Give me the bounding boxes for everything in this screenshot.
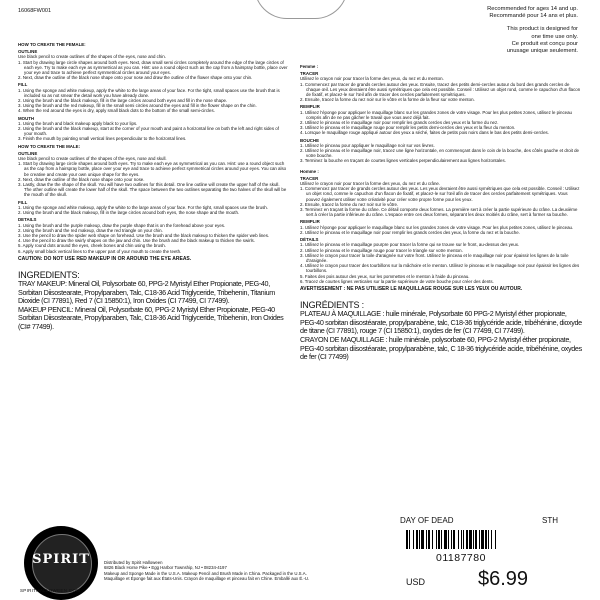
dist-line: Maquillage et Éponge fait aux États-Unis. Crayon de maquillage et pinceau fait en Chine. Emballé aux É.-U.	[104, 576, 310, 582]
step: 3. Finish the mouth by painting small vertical lines perpendicular to the horizontal lines.	[18, 136, 187, 142]
step: 2. Ensuite, tracez la forme du nez noir sur le vôtre et la forme de la fleur sur votre menton.	[300, 97, 475, 103]
fill-heading: FILL	[18, 82, 28, 88]
step: 1. Commencez par tracer de grands cercles autour des yeux. Ensuite, tracez des petits demi-cercles autour du bord des grands cercles de chaque œil. Les yeux devraient être aussi symétriques que cela est possible. Conseil : Utilisez un objet rond, comme le capuchon d'un flacon de fixatif, et placez-le sur l'œil afin de tracer des cercles parfaitement symétriques.	[300, 81, 581, 98]
ingredients-heading: INGREDIENTS:	[18, 269, 80, 280]
barcode-bar	[421, 530, 424, 549]
step: 1. Utilisez l'éponge pour appliquer le maquillage blanc sur les grandes zones de votre visage. Pour les plus petites zones, utilisez le pinceau compris afin de ne pas gâcher le travail que vous avez déjà fait.	[300, 109, 572, 120]
tracer-heading: TRACER	[300, 71, 319, 77]
barcode-bar	[432, 530, 433, 549]
barcode-bar	[438, 530, 440, 549]
use-line: This product is designed for	[506, 26, 578, 33]
step: 1. Utilisez le pinceau pour appliquer le maquillage noir sur vos lèvres.	[300, 142, 435, 148]
barcode-bar	[491, 530, 492, 549]
barcode-bar	[473, 530, 474, 549]
ingredients-pencil: MAKEUP PENCIL: Mineral Oil, Polysorbate 60, PPG-2 Myristyl Ether Propionate, PEG-40 Sorbitan Diisostearate, Propylparaben, Talc, C18-36 Acid Triglyceride, Tribehenin, Iron Oxides (CI# 77499).	[18, 304, 284, 331]
homme-title: Homme :	[300, 168, 319, 174]
step: 1. Using the brush and black makeup apply black to your lips.	[18, 120, 138, 126]
step: 4. Utilisez le crayon pour tracer des tourbillons sur la mâchoire et le menton. Utilisez le pinceau et le maquillage noir pour épaissir les lignes des tourbillons.	[300, 263, 580, 274]
barcode-bar	[448, 530, 449, 549]
step: 1. Start by drawing large circle shapes around both eyes. Next, draw small semi circles completely around the edge of the large circles of each eye. Try to make each eye as symmetrical as you can. Hint: use a round object such as the cap from a hairspray bottle, place over your eye and trace to achieve perfect symmetrical circles around your eyes.	[18, 59, 288, 76]
price: $6.99	[478, 568, 529, 590]
barcode-bar	[451, 530, 452, 549]
barcode-bar	[428, 530, 430, 549]
step: 3. Using the brush and the red makeup, fill in the small semi circles around the eyes and fill in the flower shape on the chin.	[18, 103, 257, 109]
dist-line: Distributed by Spirit Halloween	[104, 560, 163, 565]
step: 3. Terminez la bouche en traçant de courtes lignes verticales perpendiculairement aux lignes horizontales.	[300, 158, 506, 164]
age-recommendation	[418, 6, 578, 55]
product-name: DAY OF DEAD	[400, 516, 454, 525]
step: 3. Use the pencil to draw the spider web shape on forehead. Use the brush and the black makeup to thicken the spider web lines.	[18, 232, 270, 238]
barcode	[406, 530, 534, 549]
french-instructions	[300, 62, 582, 362]
hang-hole	[254, 0, 348, 19]
barcode-bar	[488, 530, 489, 549]
product-code: 16068FW001	[18, 8, 52, 14]
ingredients-crayon: CRAYON DE MAQUILLAGE : huile minérale, polysorbate 60, PPG-2 Myristyl éther propionate, PEG-40 sorbitan diisostéarate, propylparabène, talc, C 18-36 triglycéride acide, tribéhénine, oxydes de fer (CI 77499)	[300, 334, 582, 362]
step: 2. Using the brush and the black makeup, fill in the large circles around both eyes and fill in the nose shape.	[18, 98, 228, 104]
barcode-bar	[409, 530, 410, 549]
tracer-heading: TRACER	[300, 175, 319, 181]
barcode-bar	[444, 530, 447, 549]
price-label	[398, 516, 586, 600]
outline-heading: OUTLINE	[18, 150, 38, 156]
step: 1. Using the sponge and white makeup, apply the white to the large areas of your face. For the tight, small spaces use the brush that is included so as not smear the detail work you have already done.	[18, 87, 280, 98]
logo-url: SPIRITHALLOWEEN.COM	[20, 588, 81, 593]
step: 5. Apply round dots around the eyes, cheek bones and chin using the brush.	[18, 243, 166, 249]
female-title: HOW TO CREATE THE FEMALE:	[18, 42, 86, 47]
mouth-heading: MOUTH	[18, 115, 35, 121]
step: 1. Utilisez l'éponge pour appliquer le maquillage blanc sur les grandes zones de votre visage. Pour les plus petites zones, utilisez le pinceau.	[300, 224, 574, 230]
details-heading: DÉTAILS	[300, 237, 319, 243]
step: 2. Next, draw the outline of the black nose shape onto your nose and draw the outline of the flower shape onto your chin.	[18, 75, 253, 81]
remplir-heading: REMPLIR	[300, 219, 320, 225]
step: 1. Utilisez le pinceau et le maquillage pourpre pour tracer la forme qui se trouve sur le front, au-dessus des yeux.	[300, 242, 520, 248]
barcode-bar	[461, 530, 462, 549]
dist-line: 6826 Black Horse Pike • Egg Harbor Township, NJ • 08234-4197	[104, 565, 227, 571]
tracer-intro: Utilisez le crayon noir pour tracer la forme des yeux, du nez et du menton.	[300, 76, 444, 82]
use-line: Ce produit est conçu pour	[511, 40, 578, 47]
ingredients-tray: TRAY MAKEUP: Mineral Oil, Polysorbate 60, PPG-2 Myristyl Ether Propionate, PEG-40, Sorbitan Diisostearate, Propylparaben, Talc, C18-36 Acid Triglyceride, Tribehenin, Titanium Dioxide (CI 77891), Red 7 (CI 15850:1), Iron Oxides (CI 77499, CI 77499).	[18, 278, 275, 306]
dist-line: Makeup and Sponge Made in the U.S.A. Makeup Pencil and Brush Made in China. Packaged in the U.S.A.	[104, 570, 307, 576]
outline-heading: OUTLINE	[18, 49, 38, 55]
step: 3. Lastly, draw the the shape of the skull. You will have two outlines for this detail. One line outline will create the upper half of the skull. The other outline will create the lower half of the skull. The space between the two outlines separating the two halves of the skull will be the mouth of the skull.	[18, 182, 287, 198]
femme-title: Femme :	[300, 64, 319, 69]
step: 2. Utilisez le pinceau et le maquillage noir pour remplir les grands cercles des yeux et la forme du nez.	[300, 120, 499, 126]
step: 4. When the red around the eyes is dry, apply small black dots to the bottom of the small semi-circles.	[18, 108, 215, 114]
step: 2. Utilisez le pinceau et le maquillage noir pour remplir les grands cercles des yeux, la forme du nez et la bouche.	[300, 229, 520, 235]
barcode-bar	[441, 530, 442, 549]
avertissement-warning: AVERTISSEMENT : NE PAS UTILISER LE MAQUILLAGE ROUGE SUR LES YEUX OU AUTOUR.	[300, 285, 523, 292]
male-title: HOW TO CREATE THE MALE:	[18, 143, 81, 149]
step: 6. Tracez de courtes lignes verticales sur la partie supérieure de votre bouche pour créer des dents.	[300, 278, 494, 284]
barcode-bar	[466, 530, 468, 549]
barcode-bar	[479, 530, 480, 549]
step: 4. Use the pencil to draw the swirly shapes on the jaw and chin. Use the brush and the black makeup to thicken the swirls.	[18, 238, 255, 244]
rec-line: Recommandé pour 14 ans et plus.	[489, 13, 578, 20]
barcode-bar	[458, 530, 459, 549]
details-heading: DETAILS	[18, 217, 37, 223]
step: 2. Utilisez le pinceau et le maquillage rouge pour tracer le triangle sur votre menton.	[300, 247, 463, 253]
store-code: STH	[542, 516, 558, 525]
step: 3. Terminez en traçant la forme du crâne. Ce détail comporte deux formes. La première sert à créer la partie supérieure du crâne. La deuxième sert à créer la partie inférieure du crâne. L'espace entre ces deux formes, séparant les deux moitiés du crâne, sert à former sa bouche.	[300, 207, 578, 218]
step: 1. Using the sponge and white makeup, apply the white to the large areas of your face. For the tight, small spaces use the brush.	[18, 204, 268, 210]
barcode-bar	[463, 530, 464, 549]
step: 2. Using the brush and the black makeup, start at the corner of your mouth and paint a horizontal line on both the left and right sides of your mouth.	[18, 126, 279, 137]
use-line: one time use only.	[531, 33, 578, 40]
barcode-bar	[475, 530, 477, 549]
barcode-bar	[426, 530, 427, 549]
barcode-bar	[406, 530, 408, 549]
barcode-bar	[481, 530, 484, 549]
distributor-info	[104, 560, 344, 582]
bouche-heading: BOUCHE	[300, 137, 320, 143]
step: 1. Using the brush and the purple makeup, draw the purple shape that is on the forehead above your eyes.	[18, 222, 226, 228]
rec-line: Recommended for ages 14 and up.	[487, 6, 578, 12]
step: 3. Utilisez le crayon pour tracer la toile d'araignée sur votre front. Utilisez le pinceau et le maquillage noir pour épaissir les lignes de la toile d'araignée.	[300, 252, 569, 263]
barcode-bar	[495, 530, 496, 549]
step: 5. Faites des pois autour des yeux, sur les pommettes et le menton à l'aide du pinceau.	[300, 273, 470, 279]
upc-number: 01187780	[436, 552, 486, 564]
step: 1. Commencez par tracer de grands cercles autour des yeux. Les yeux devraient être aussi symétriques que cela est possible. Conseil : Utilisez un objet rond, comme le capuchon d'un flacon de fixatif, et placez-le sur l'œil afin de tracer des cercles parfaitement symétriques. Vous pouvez également utiliser votre créativité pour créer votre propre forme pour les yeux.	[300, 186, 580, 202]
step: 2. Next, draw the outline of the black nose shape onto your nose.	[18, 176, 145, 182]
step: 2. Using the brush and the red makeup, draw the red triangle on your chin.	[18, 227, 163, 233]
step: 2. Utilisez le pinceau et le maquillage noir, tracez une ligne horizontale, en commençant dans le coin de la bouche, des côtés gauche et droit de votre bouche.	[300, 148, 579, 159]
barcode-bar	[413, 530, 414, 549]
barcode-bar	[469, 530, 472, 549]
outline-intro: Use black pencil to create outlines of the shapes of the eyes, nose and skull.	[18, 156, 167, 162]
ingredients-heading-fr: INGRÉDIENTS :	[300, 300, 364, 311]
step: 4. Lorsque le maquillage rouge appliqué autour des yeux a séché, faites de petits pois noirs dans le bas des petits demi-cercles.	[300, 130, 549, 136]
barcode-bar	[436, 530, 437, 549]
caution-warning: CAUTION: DO NOT USE RED MAKEUP IN OR AROUND THE EYE AREAS.	[18, 255, 192, 262]
english-instructions	[18, 40, 288, 331]
fill-heading: FILL	[18, 199, 28, 205]
step: 1. Start by drawing large circle shapes around both eyes. Try to make each eye as symmetrical as you can. Hint: use a round object such as the cap from a hairspray bottle, place over your eye and trace to achieve perfect symmetrical circles around your eyes. You can also be creative and create your own unique shape for the eyes.	[18, 161, 287, 177]
barcode-bar	[453, 530, 455, 549]
outline-intro: Use black pencil to create outlines of the shapes of the eyes, nose and chin.	[18, 54, 166, 60]
step: 6. Apply small black vertical lines to the upper part of your mouth to create the teeth.	[18, 248, 182, 254]
barcode-bar	[416, 530, 418, 549]
tracer-intro: Utilisez le crayon noir pour tracer la forme des yeux, du nez et du crâne.	[300, 181, 441, 187]
use-line: unusage unique seulement.	[506, 48, 578, 55]
ingredients-plateau: PLATEAU À MAQUILLAGE : huile minérale, Polysorbate 60 PPG-2 Myristyl éther propionate, PEG-40 sorbitan diisostéarate, propylparabène, talc, C18-36 triglycéride acide, tribéhénine, dioxyde de titane (CI 77891), rouge 7 (CI 15850:1), oxydes de fer (CI 77499, CI 77499).	[300, 309, 582, 336]
step: 3. Utilisez le pinceau et le maquillage rouge pour remplir les petits demi-cercles des yeux et la fleur du menton.	[300, 125, 516, 131]
logo-text: SPIRIT	[32, 552, 90, 567]
currency: USD	[406, 577, 426, 587]
barcode-bar	[419, 530, 420, 549]
barcode-bar	[485, 530, 487, 549]
step: 2. Using the brush and the black makeup, fill in the large circles around both eyes, the nose shape and the mouth.	[18, 210, 240, 216]
step: 2. Ensuite, tracez la forme du nez noir sur le vôtre.	[300, 201, 399, 207]
remplir-heading: REMPLIR	[300, 104, 320, 110]
